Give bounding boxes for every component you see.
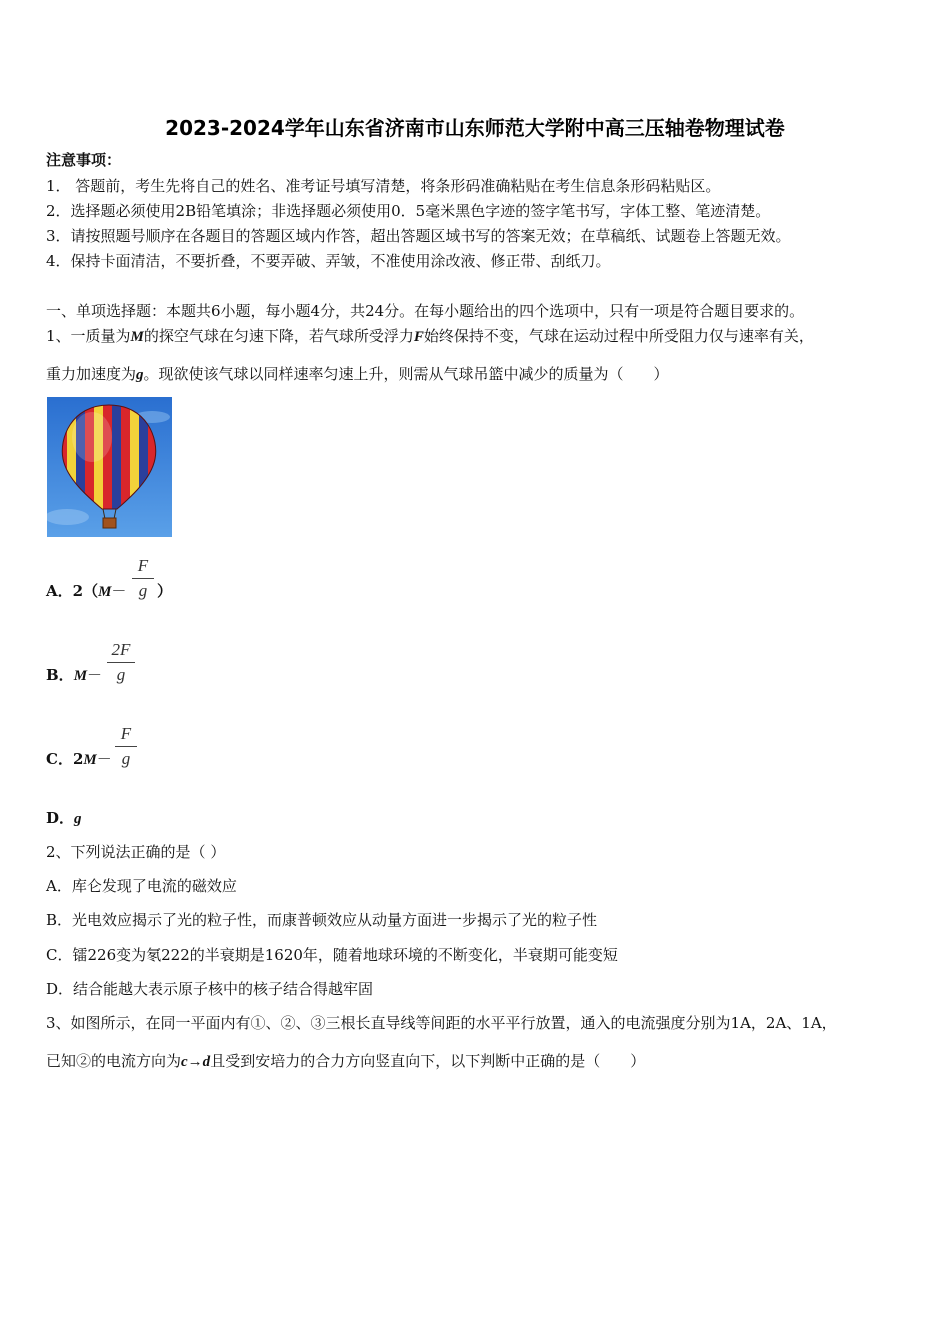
notice-item-3: 3．请按照题号顺序在各题目的答题区域内作答，超出答题区域书写的答案无效；在草稿纸、试题卷上答题无效。	[46, 227, 791, 245]
fraction-denominator: g	[116, 665, 126, 684]
fraction-numerator: 2F	[111, 640, 131, 659]
notice-item-1: 1． 答题前，考生先将自己的姓名、准考证号填写清楚，将条形码准确粘贴在考生信息条形码粘贴区。	[46, 177, 721, 195]
q1-option-b-var: M	[73, 668, 88, 684]
q1-option-a-close: ）	[157, 582, 173, 600]
fraction-bar	[115, 746, 137, 747]
notice-heading: 注意事项：	[46, 151, 122, 169]
notice-item-4: 4．保持卡面清洁，不要折叠，不要弄破、弄皱，不准使用涂改液、修正带、刮纸刀。	[46, 252, 611, 270]
q1-option-c-prefix: C．2	[46, 750, 84, 768]
q1-var-g: g	[136, 367, 144, 383]
q3-var-cd: c→d	[181, 1054, 211, 1070]
q1-option-b-prefix: B．	[46, 666, 74, 684]
q2-option-c[interactable]: C．镭226变为氡222的半衰期是1620年，随着地球环境的不断变化，半衰期可能变短	[46, 946, 618, 964]
q1-text: 重力加速度为	[46, 365, 137, 383]
q3-text: 已知②的电流方向为	[46, 1052, 182, 1070]
q1-var-F: F	[413, 329, 424, 345]
page-title: 2023-2024学年山东省济南市山东师范大学附中高三压轴卷物理试卷	[165, 116, 785, 140]
fraction-numerator: F	[120, 724, 132, 743]
fraction-bar	[107, 662, 135, 663]
q1-option-c[interactable]	[46, 749, 112, 770]
q1-text: 的探空气球在匀速下降，若气球所受浮力	[143, 327, 414, 345]
q1-option-a-prefix: A．2（	[46, 582, 99, 600]
section-header: 一、单项选择题：本题共6小题，每小题4分，共24分。在每小题给出的四个选项中，只有一项是符合题目要求的。	[46, 302, 805, 320]
hot-air-balloon-image	[47, 397, 172, 537]
q1-option-a[interactable]	[46, 581, 126, 602]
q1-text: 。现欲使该气球以同样速率匀速上升，则需从气球吊篮中减少的质量为（ ）	[143, 365, 669, 383]
q1-stem-line2	[46, 364, 669, 385]
q2-option-d[interactable]: D．结合能越大表示原子核中的核子结合得越牢固	[46, 980, 374, 998]
q1-option-a-var: M	[98, 584, 112, 600]
fraction-bar	[132, 578, 154, 579]
q3-stem-line2	[46, 1051, 645, 1072]
q1-stem-line1	[46, 326, 814, 347]
notice-item-2: 2．选择题必须使用2B铅笔填涂；非选择题必须使用0．5毫米黑色字迹的签字笔书写，字体工整、笔迹清楚。	[46, 202, 771, 220]
q1-option-b-fraction	[107, 640, 135, 685]
fraction-denominator: g	[121, 749, 131, 768]
q1-option-d-var: g	[74, 811, 82, 827]
q1-option-c-fraction	[115, 724, 137, 769]
q1-option-b-minus: －	[87, 666, 103, 684]
q2-stem: 2、下列说法正确的是（ ）	[46, 843, 226, 861]
q1-option-b[interactable]	[46, 665, 102, 686]
q1-option-a-fraction	[132, 556, 154, 601]
q2-option-b[interactable]: B．光电效应揭示了光的粒子性，而康普顿效应从动量方面进一步揭示了光的粒子性	[46, 911, 598, 929]
q1-option-d[interactable]	[46, 808, 82, 829]
fraction-denominator: g	[138, 581, 148, 600]
q1-option-a-minus: －	[111, 582, 127, 600]
q1-text: 1、一质量为	[46, 327, 131, 345]
q1-option-d-prefix: D．	[46, 809, 75, 827]
q3-stem-line1: 3、如图所示，在同一平面内有①、②、③三根长直导线等间距的水平平行放置，通入的电流强度分别为1A，2A、1A，	[46, 1014, 837, 1032]
q1-var-M: M	[130, 329, 144, 345]
q1-option-c-var: M	[83, 752, 97, 768]
q3-text: 且受到安培力的合力方向竖直向下，以下判断中正确的是（ ）	[210, 1052, 646, 1070]
fraction-numerator: F	[137, 556, 149, 575]
q2-option-a[interactable]: A．库仑发现了电流的磁效应	[46, 877, 237, 895]
q1-text: 始终保持不变，气球在运动过程中所受阻力仅与速率有关，	[423, 327, 814, 345]
q1-option-c-minus: －	[96, 750, 112, 768]
